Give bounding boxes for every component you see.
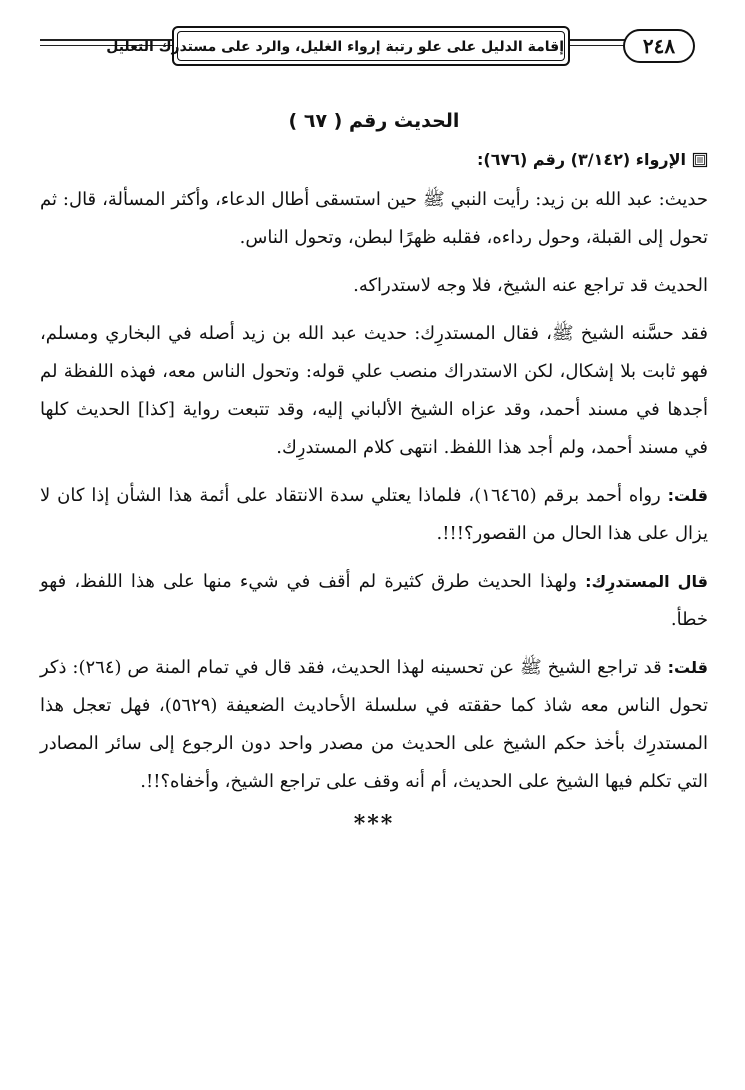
paragraph (40, 649, 708, 801)
section-separator: *** (353, 811, 395, 837)
paragraph (40, 477, 708, 553)
running-title-frame (106, 26, 570, 66)
paragraph-label: قلت: (667, 486, 708, 505)
paragraph-text: ولهذا الحديث طرق كثيرة لم أقف في شيء منها على هذا اللفظ، فهو خطأ. (40, 571, 708, 630)
header-rule (570, 39, 630, 41)
paragraph (40, 315, 708, 467)
hadith-source (40, 150, 708, 169)
paragraph-text: رواه أحمد برقم (١٦٤٦٥)، فلماذا يعتلي سدة الانتقاد على أئمة هذا الشأن إذا كان لا يزال على هذا الحال من القصور؟!!!. (40, 485, 708, 544)
hadith-title: الحديث رقم ( ٦٧ ) (288, 110, 460, 132)
hadith-source-text: الإرواء (٣/١٤٢) رقم (٦٧٦): (476, 150, 686, 169)
paragraph-text: فقد حسَّنه الشيخ ﷺ، فقال المستدرِك: حديث عبد الله بن زيد أصله في البخاري ومسلم، فهو ثابت بلا إشكال، لكن الاستدراك منصب علي قوله: وتحول الناس معه، فهذه اللفظة لم أجدها في مسند أحمد، وقد عزاه الشيخ الألباني إليه، وقد تتبعت رواية [كذا] الحديث كلها في مسند أحمد، ولم أجد هذا اللفظ. انتهى كلام المستدرِك. (40, 323, 708, 458)
header-rule (570, 45, 630, 46)
paragraph (40, 181, 708, 257)
paragraph-text: قد تراجع الشيخ ﷺ عن تحسينه لهذا الحديث، فقد قال في تمام المنة ص (٢٦٤): ذكر تحول الناس معه شاذ كما حققته في سلسلة الأحاديث الضعيفة (٥٦٢٩)، فهل تعجل هذا المستدرِك بأخذ حكم الشيخ على الحديث من مصدر واحد دون الرجوع إلى سائر المصادر التي تكلم فيها الشيخ على الحديث، أم أنه وقف على تراجع الشيخ، وأخفاه؟!!. (40, 657, 709, 792)
paragraph-label: قال المستدرِك: (585, 572, 709, 591)
paragraph-label: قلت: (667, 658, 708, 677)
book-icon (692, 152, 708, 168)
running-title: إقامة الدليل على علو رتبة إرواء الغليل، والرد على مستدرك التعليل (177, 31, 565, 61)
paragraph-text: حديث: عبد الله بن زيد: رأيت النبي ﷺ حين استسقى أطال الدعاء، وأكثر المسألة، قال: ثم تحول إلى القبلة، وحول رداءه، فقلبه ظهرًا لبطن، وتحول الناس. (40, 189, 708, 248)
page-number: ٢٤٨ (623, 29, 695, 63)
paragraph-text: الحديث قد تراجع عنه الشيخ، فلا وجه لاستدراكه. (353, 275, 708, 296)
paragraph (40, 267, 708, 305)
paragraph (40, 563, 708, 639)
page-body (40, 110, 708, 837)
